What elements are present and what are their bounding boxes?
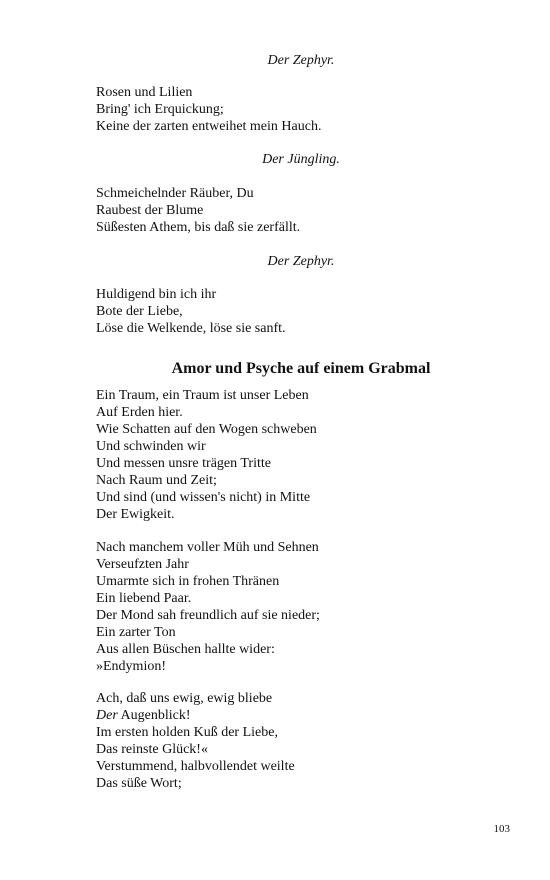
verse-line: Nach manchem voller Müh und Sehnen (96, 540, 319, 555)
verse-line: Raubest der Blume (96, 203, 204, 218)
verse-line: Aus allen Büschen hallte wider: (96, 642, 275, 657)
poem-stanza-2 (96, 539, 516, 675)
emphasized-word: Der (96, 708, 118, 723)
poem-title: Amor und Psyche auf einem Grabmal (171, 360, 431, 377)
verse-line: Schmeichelnder Räuber, Du (96, 186, 254, 201)
verse-line: Wie Schatten auf den Wogen schweben (96, 422, 317, 437)
verse-line: Löse die Welkende, löse sie sanft. (96, 321, 286, 336)
verse-line: Ach, daß uns ewig, ewig bliebe (96, 691, 273, 706)
verse-line: Ein zarter Ton (96, 625, 176, 640)
verse-line: Umarmte sich in frohen Thränen (96, 574, 280, 589)
verse-line: Verstummend, halbvollendet weilte (96, 759, 295, 774)
verse-line: Das reinste Glück!« (96, 742, 208, 757)
verse-line: »Endymion! (96, 659, 166, 674)
verse-line: Rosen und Lilien (96, 85, 193, 100)
verse-line: Ein Traum, ein Traum ist unser Leben (96, 388, 309, 403)
verse-line: Süßesten Athem, bis daß sie zerfällt. (96, 220, 301, 235)
verse-line: Bote der Liebe, (96, 304, 183, 319)
verse-line-rest: Augenblick! (117, 708, 191, 723)
stanza-juengling (96, 185, 516, 236)
verse-line: Nach Raum und Zeit; (96, 473, 217, 488)
verse-line: Und messen unsre trägen Tritte (96, 456, 271, 471)
page-number: 103 (493, 823, 510, 835)
verse-line: Verseufzten Jahr (96, 557, 189, 572)
verse-line: Auf Erden hier. (96, 405, 183, 420)
stanza-zephyr-1 (96, 84, 516, 135)
verse-line: Huldigend bin ich ihr (96, 287, 217, 302)
verse-line: Und schwinden wir (96, 439, 206, 454)
verse-line: Keine der zarten entweihet mein Hauch. (96, 119, 322, 134)
verse-line: Der Mond sah freundlich auf sie nieder; (96, 608, 320, 623)
poem-stanza-3 (96, 690, 516, 792)
speaker-heading-zephyr-2: Der Zephyr. (267, 254, 335, 269)
verse-line: Im ersten holden Kuß der Liebe, (96, 725, 278, 740)
verse-line: Bring' ich Erquickung; (96, 102, 224, 117)
verse-line: Und sind (und wissen's nicht) in Mitte (96, 490, 311, 505)
stanza-zephyr-2 (96, 286, 516, 337)
verse-line: Das süße Wort; (96, 776, 182, 791)
verse-line: Der Ewigkeit. (96, 507, 175, 522)
speaker-heading-zephyr-1: Der Zephyr. (267, 53, 335, 68)
verse-line (96, 707, 516, 724)
verse-line: Ein liebend Paar. (96, 591, 192, 606)
poem-stanza-1 (96, 387, 516, 523)
speaker-heading-juengling: Der Jüngling. (262, 152, 340, 167)
